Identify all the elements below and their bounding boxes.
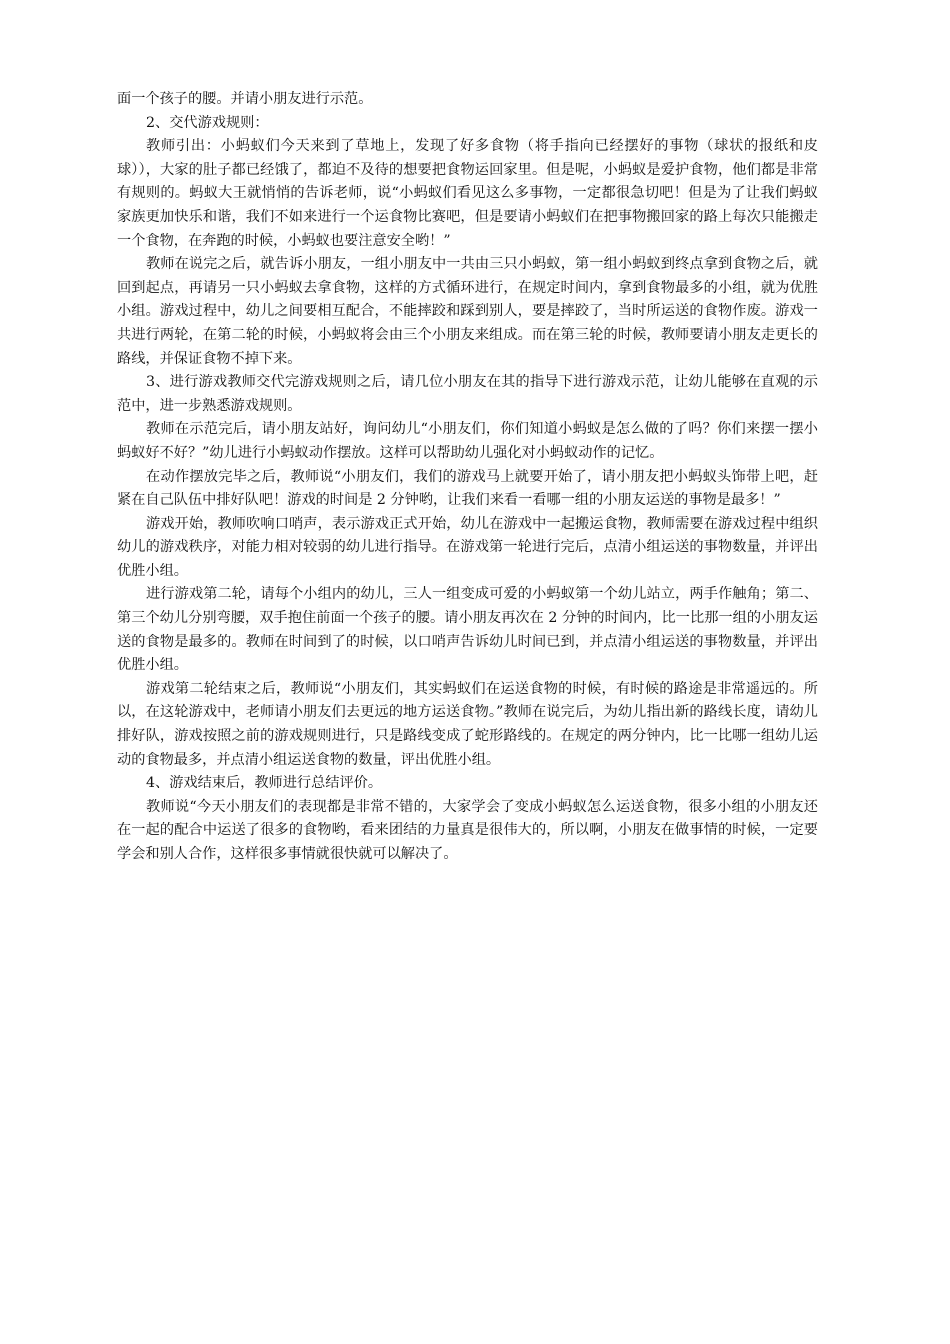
paragraph-round-three: 游戏第二轮结束之后，教师说“小朋友们，其实蚂蚁们在运送食物的时候，有时候的路途是非常遥远的。所以，在这轮游戏中，老师请小朋友们去更远的地方运送食物。”教师在说完后，为幼儿指出新的路线长度，请幼儿排好队，游戏按照之前的游戏规则进行，只是路线变成了蛇形路线的。在规定的两分钟内，比一比哪一组幼儿运动的食物最多，并点清小组运送食物的数量，评出优胜小组。 <box>117 680 818 768</box>
paragraph-after-demo: 教师在示范完后，请小朋友站好，询问幼儿“小朋友们，你们知道小蚂蚁是怎么做的了吗？你们来摆一摆小蚂蚁好不好？”幼儿进行小蚂蚁动作摆放。这样可以帮助幼儿强化对小蚂蚁动作的记忆。 <box>117 421 818 461</box>
paragraph-teacher-summary: 教师说“今天小朋友们的表现都是非常不错的，大家学会了变成小蚂蚁怎么运送食物，很多小组的小朋友还在一起的配合中运送了很多的食物哟，看来团结的力量真是很伟大的，所以啊，小朋友在做事情的时候，一定要学会和别人合作，这样很多事情就很快就可以解决了。 <box>117 798 818 862</box>
section-heading-game-rules: 2、交代游戏规则： <box>146 114 269 131</box>
section-heading-game-demo: 3、进行游戏教师交代完游戏规则之后，请几位小朋友在其的指导下进行游戏示范，让幼儿能够在直观的示范中，进一步熟悉游戏规则。 <box>117 374 818 414</box>
paragraph-round-one: 游戏开始，教师吹响口哨声，表示游戏正式开始，幼儿在游戏中一起搬运食物，教师需要在游戏过程中组织幼儿的游戏秩序，对能力相对较弱的幼儿进行指导。在游戏第一轮进行完后，点清小组运送的事物数量，并评出优胜小组。 <box>117 515 818 579</box>
paragraph-game-start-announcement: 在动作摆放完毕之后，教师说“小朋友们，我们的游戏马上就要开始了，请小朋友把小蚂蚁头饰带上吧，赶紧在自己队伍中排好队吧！游戏的时间是 2 分钟哟，让我们来看一看哪一组的小朋友运送的事物是最多！” <box>117 468 818 509</box>
paragraph-continuation: 面一个孩子的腰。并请小朋友进行示范。 <box>117 91 373 107</box>
paragraph-round-two: 进行游戏第二轮，请每个小组内的幼儿，三人一组变成可爱的小蚂蚁第一个幼儿站立，两手作触角；第二、第三个幼儿分别弯腰，双手抱住前面一个孩子的腰。请小朋友再次在 2 分钟的时间内，比一比那一组的小朋友运送的食物是最多的。教师在时间到了的时候，以口哨声告诉幼儿时间已到，并点清小组运送的事物数量，并评出优胜小组。 <box>117 586 818 674</box>
paragraph-rules-explanation: 教师在说完之后，就告诉小朋友，一组小朋友中一共由三只小蚂蚁，第一组小蚂蚁到终点拿到食物之后，就回到起点，再请另一只小蚂蚁去拿食物，这样的方式循环进行，在规定时间内，拿到食物最多的小组，就为优胜小组。游戏过程中，幼儿之间要相互配合，不能摔跤和踩到别人，要是摔跤了，当时所运送的食物作废。游戏一共进行两轮，在第二轮的时候，小蚂蚁将会由三个小朋友来组成。而在第三轮的时候，教师要请小朋友走更长的路线，并保证食物不掉下来。 <box>117 256 818 367</box>
section-heading-summary: 4、游戏结束后，教师进行总结评价。 <box>146 775 383 792</box>
paragraph-teacher-introduction: 教师引出：小蚂蚁们今天来到了草地上，发现了好多食物（将手指向已经摆好的事物（球状的报纸和皮球）），大家的肚子都已经饿了，都迫不及待的想要把食物运回家里。但是呢，小蚂蚁是爱护食物，他们都是非常有规则的。蚂蚁大王就悄悄的告诉老师，说“小蚂蚁们看见这么多事物，一定都很急切吧！但是为了让我们蚂蚁家族更加快乐和谐，我们不如来进行一个运食物比赛吧，但是要请小蚂蚁们在把事物搬回家的路上每次只能搬走一个食物，在奔跑的时候，小蚂蚁也要注意安全哟！” <box>117 138 818 249</box>
